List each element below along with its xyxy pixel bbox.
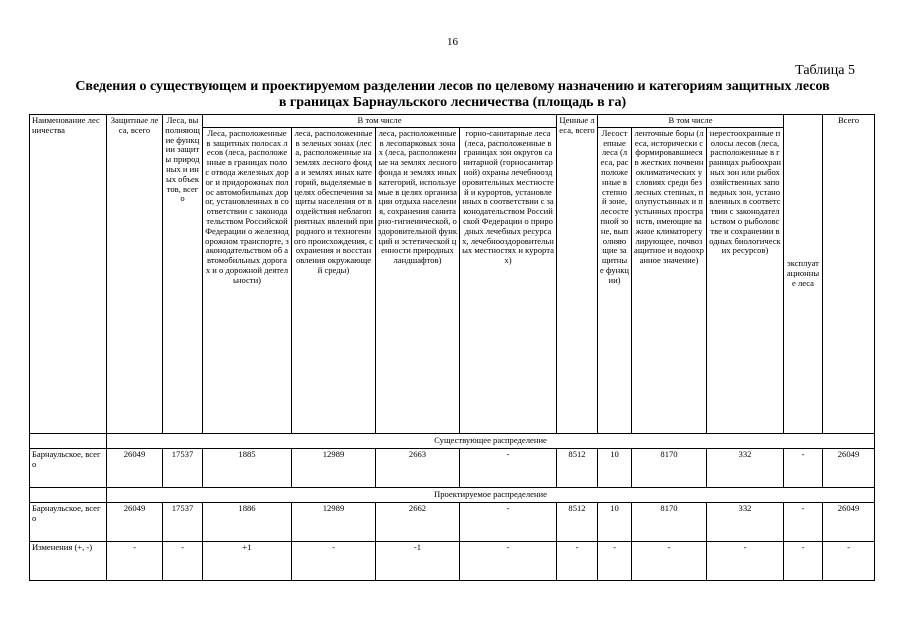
header-total: Всего bbox=[823, 115, 875, 434]
cell-value: 17537 bbox=[163, 448, 203, 487]
cell-value: 1885 bbox=[203, 448, 292, 487]
cell-value: 17537 bbox=[163, 502, 203, 541]
forest-table bbox=[29, 114, 875, 581]
cell-value: - bbox=[292, 541, 376, 580]
header-incl-2: В том числе bbox=[598, 115, 784, 128]
cell-value: 10 bbox=[598, 502, 632, 541]
cell-value: - bbox=[784, 502, 823, 541]
section-projected: Проектируемое распределение bbox=[107, 487, 875, 502]
section-existing: Существующее распределение bbox=[107, 433, 875, 448]
table-row bbox=[30, 448, 875, 487]
cell-value: 26049 bbox=[823, 502, 875, 541]
header-sub-6: ленточные боры (леса, исторически сформировавшиеся в жестких почвенноклиматических условиях среди безлесных степных, полупустынных и пустынных пространств, имеющие важное климаторегулирующее, почвозащитное и водоохранное значение) bbox=[632, 127, 707, 433]
cell-value: 2662 bbox=[376, 502, 460, 541]
cell-value: 1886 bbox=[203, 502, 292, 541]
header-sub-1: Леса, расположенные в защитных полосах лесов (леса, расположенные в границах полос отвода железных дорог и придорожных полос автомобильных дорог, установленных в соответствии с законодательством Российской Федерации о железнодорожном транспорте, законодательством об автомобильных дорогах и о дорожной деятельности) bbox=[203, 127, 292, 433]
cell-value: +1 bbox=[203, 541, 292, 580]
table-row bbox=[30, 502, 875, 541]
header-protective: Защитные леса, всего bbox=[107, 115, 163, 434]
cell-value: 12989 bbox=[292, 502, 376, 541]
cell-value: - bbox=[460, 448, 557, 487]
section-row bbox=[30, 487, 875, 502]
section-row bbox=[30, 433, 875, 448]
cell-value: 2663 bbox=[376, 448, 460, 487]
cell-value: 8512 bbox=[557, 502, 598, 541]
cell-value: 332 bbox=[707, 502, 784, 541]
cell-value: - bbox=[707, 541, 784, 580]
table-title bbox=[30, 79, 875, 111]
cell-value: 332 bbox=[707, 448, 784, 487]
cell-value: - bbox=[598, 541, 632, 580]
cell-value: 26049 bbox=[107, 502, 163, 541]
page-number: 16 bbox=[447, 36, 458, 48]
cell-value: 26049 bbox=[107, 448, 163, 487]
header-sub-2: леса, расположенные в зеленых зонах (леса, расположенные на землях лесного фонда и землях иных категорий, выделяемые в целях обеспечения защиты населения от воздействия неблагоприятных явлений природного и техногенного происхождения, сохранения и восстановления окружающей среды) bbox=[292, 127, 376, 433]
cell-value: 8512 bbox=[557, 448, 598, 487]
cell-value: - bbox=[460, 502, 557, 541]
cell-value: - bbox=[784, 448, 823, 487]
header-sub-4: горно-санитарные леса (леса, расположенные в границах зон округов санитарной (горносанитарной) охраны лечебнооздоровительных местностей и курортов, установленных в соответствии с законодательством Российской Федерации о природных лечебных ресурсах, лечебнооздоровительных местностях и курортах) bbox=[460, 127, 557, 433]
cell-value: 26049 bbox=[823, 448, 875, 487]
row-name: Барнаульское, всего bbox=[30, 448, 107, 487]
title-line-2: в границах Барнаульского лесничества (площадь в га) bbox=[278, 95, 627, 110]
header-valuable: Ценные леса, всего bbox=[557, 115, 598, 434]
cell-value: - bbox=[460, 541, 557, 580]
header-sub-5: Лесостепные леса (леса, расположенные в степной зоне, лесостепной зоне, выполняющие защитные функции) bbox=[598, 127, 632, 433]
row-name: Барнаульское, всего bbox=[30, 502, 107, 541]
title-line-1: Сведения о существующем и проектируемом разделении лесов по целевому назначению и категориям защитных лесов bbox=[75, 79, 830, 94]
row-name: Изменения (+, -) bbox=[30, 541, 107, 580]
header-row-1 bbox=[30, 115, 875, 128]
section-blank bbox=[30, 433, 107, 448]
table-row bbox=[30, 541, 875, 580]
table-label: Таблица 5 bbox=[795, 63, 855, 78]
header-incl-1: В том числе bbox=[203, 115, 557, 128]
header-exploit: эксплуатационные леса bbox=[784, 115, 823, 434]
cell-value: 12989 bbox=[292, 448, 376, 487]
header-sub-3: леса, расположенные в лесопарковых зонах (леса, расположенные на землях лесного фонда и землях иных категорий, используемые в целях организации отдыха населения, сохранения санитарно-гигиенической, оздоровительной функций и эстетической ценности природных ландшафтов) bbox=[376, 127, 460, 433]
cell-value: 8170 bbox=[632, 502, 707, 541]
header-name: Наименование лесничества bbox=[30, 115, 107, 434]
cell-value: - bbox=[163, 541, 203, 580]
cell-value: 8170 bbox=[632, 448, 707, 487]
cell-value: - bbox=[107, 541, 163, 580]
header-sub-7: нерестоохранные полосы лесов (леса, расположенные в границах рыбоохранных зон или рыбохозяйственных заповедных зон, установленных в соответствии с законодательством о рыболовстве и сохранении водных биологических ресурсов) bbox=[707, 127, 784, 433]
cell-value: - bbox=[823, 541, 875, 580]
cell-value: - bbox=[557, 541, 598, 580]
section-blank bbox=[30, 487, 107, 502]
header-forests-other: Леса, выполняющие функции защиты природных и иных объектов, всего bbox=[163, 115, 203, 434]
cell-value: 10 bbox=[598, 448, 632, 487]
cell-value: - bbox=[632, 541, 707, 580]
cell-value: - bbox=[784, 541, 823, 580]
cell-value: -1 bbox=[376, 541, 460, 580]
